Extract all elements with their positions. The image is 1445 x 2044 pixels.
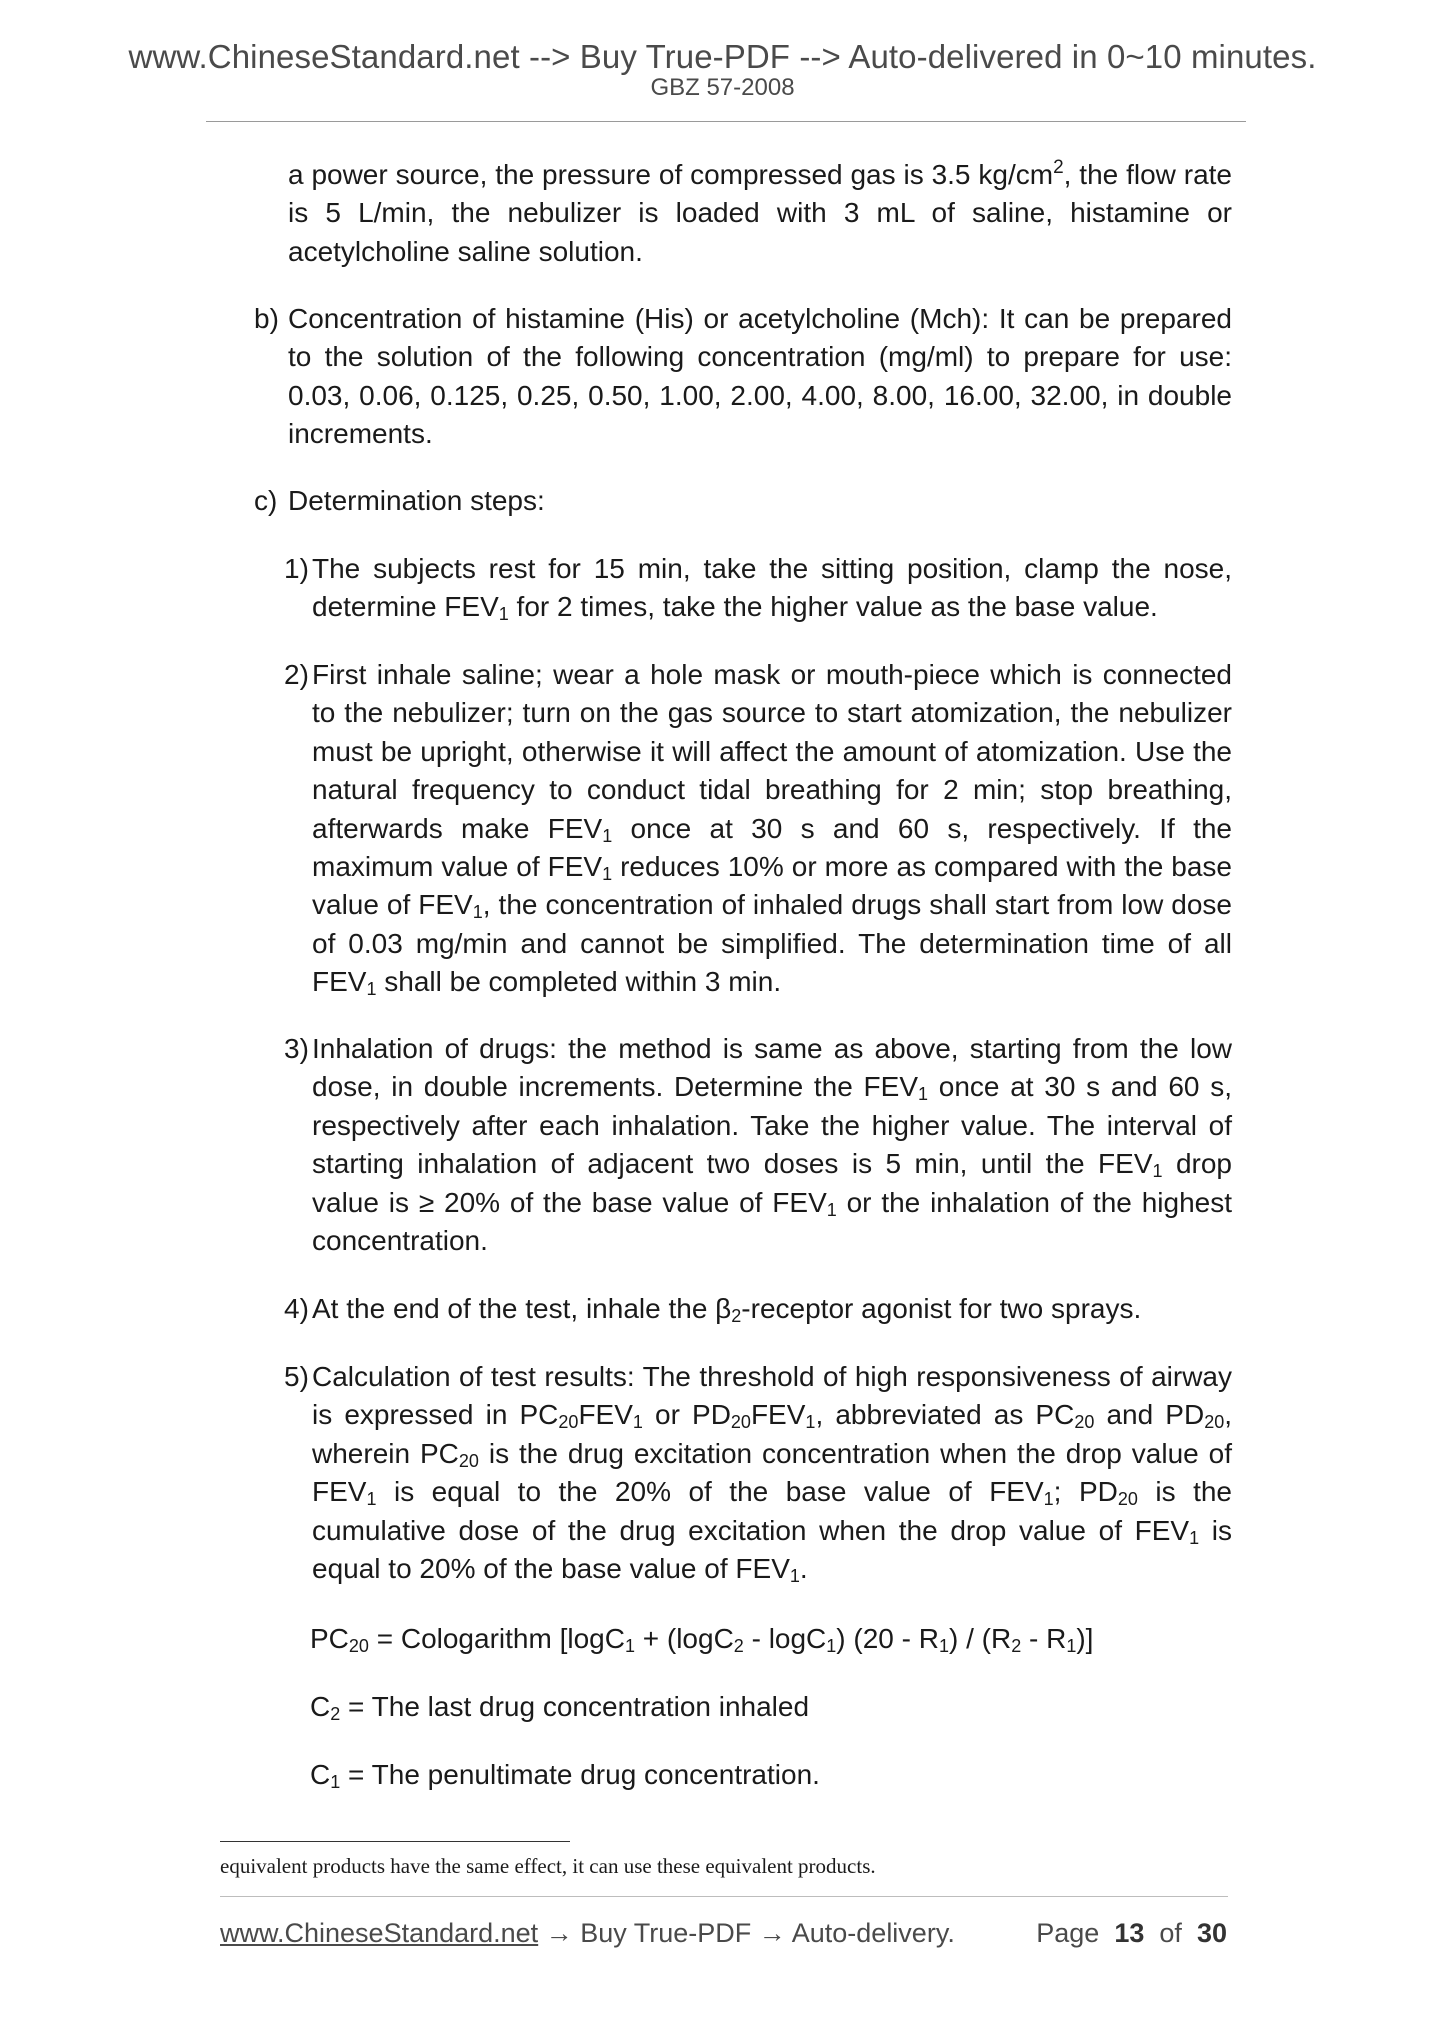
c2-definition: C2 = The last drug concentration inhaled (310, 1691, 810, 1724)
step-4-label: 4) (284, 1293, 309, 1324)
item-b-label: b) (254, 303, 279, 334)
step-5-text: Calculation of test results: The threshold of high responsiveness of airway is expressed in PC20FEV1 or PD20FEV1, abbreviated as PC20 and PD20, wherein PC20 is the drug excitation concentration when the drop value of FEV1 is equal to the 20% of the base value of FEV1; PD20 is the cumulative dose of the drug excitation when the drop value of FEV1 is equal to 20% of the base value of FEV1. (312, 1361, 1233, 1587)
header-divider (206, 121, 1246, 122)
item-c-label: c) (254, 485, 278, 516)
page-total: 30 (1196, 1918, 1227, 1948)
footnote-divider (220, 1841, 570, 1842)
footer-site-link[interactable]: www.ChineseStandard.net (220, 1918, 539, 1948)
footer-divider (220, 1896, 1228, 1897)
step-2 (284, 656, 1232, 1002)
page-counter: Page 13 of 30 (1036, 1918, 1227, 1948)
standard-id: GBZ 57-2008 (650, 74, 795, 101)
footnote: equivalent products have the same effect, it can use these equivalent products. (220, 1854, 876, 1878)
header-banner: www.ChineseStandard.net --> Buy True-PDF --> Auto-delivered in 0~10 minutes. (128, 38, 1317, 75)
item-c (254, 482, 1232, 520)
step-2-text: First inhale saline; wear a hole mask or mouth-piece which is connected to the nebulizer; turn on the gas source to start atomization, the nebulizer must be upright, otherwise it will affect the amount of atomization. Use the natural frequency to conduct tidal breathing for 2 min; stop breathing, afterwards make FEV1 once at 30 s and 60 s, respectively. If the maximum value of FEV1 reduces 10% or more as compared with the base value of FEV1, the concentration of inhaled drugs shall start from low dose of 0.03 mg/min and cannot be simplified. The determination time of all FEV1 shall be completed within 3 min. (312, 659, 1232, 1000)
footer-promo-text: → Buy True-PDF → Auto-delivery. (538, 1918, 955, 1948)
step-5-label: 5) (284, 1361, 309, 1392)
item-c-text: Determination steps: (288, 485, 545, 516)
step-3-text: Inhalation of drugs: the method is same as above, starting from the low dose, in double increments. Determine the FEV1 once at 30 s and 60 s, respectively after each inhalation. Take the higher value. The interval of starting inhalation of adjacent two doses is 5 min, until the FEV1 drop value is ≥ 20% of the base value of FEV1 or the inhalation of the highest concentration. (312, 1033, 1232, 1257)
step-4-text: At the end of the test, inhale the β2-receptor agonist for two sprays. (312, 1293, 1142, 1326)
step-2-label: 2) (284, 659, 309, 690)
step-3-label: 3) (284, 1033, 309, 1064)
step-1 (284, 550, 1232, 627)
page-number: 13 (1114, 1918, 1145, 1948)
footer-promo (220, 1918, 955, 1949)
pc20-formula: PC20 = Cologarithm [logC1 + (logC2 - logC1) (20 - R1) / (R2 - R1)] (310, 1623, 1094, 1656)
step-1-label: 1) (284, 553, 309, 584)
step-1-text: The subjects rest for 15 min, take the sitting position, clamp the nose, determine FEV1 for 2 times, take the higher value as the base value. (312, 553, 1232, 625)
item-a-continuation: a power source, the pressure of compressed gas is 3.5 $kg/cm^2$, the flow rate is 5 L/min, the nebulizer is loaded with 3 mL of saline, histamine or acetylcholine saline solution. (288, 157, 1232, 267)
step-5 (284, 1358, 1232, 1588)
c1-definition: C1 = The penultimate drug concentration. (310, 1759, 820, 1792)
item-b-text: Concentration of histamine (His) or acetylcholine (Mch): It can be prepared to the solution of the following concentration (mg/ml) to prepare for use: 0.03, 0.06, 0.125, 0.25, 0.50, 1.00, 2.00, 4.00, 8.00, 16.00, 32.00, in double increments. (288, 303, 1232, 450)
item-b (254, 300, 1232, 454)
step-3 (284, 1030, 1232, 1260)
step-4 (284, 1290, 1232, 1328)
